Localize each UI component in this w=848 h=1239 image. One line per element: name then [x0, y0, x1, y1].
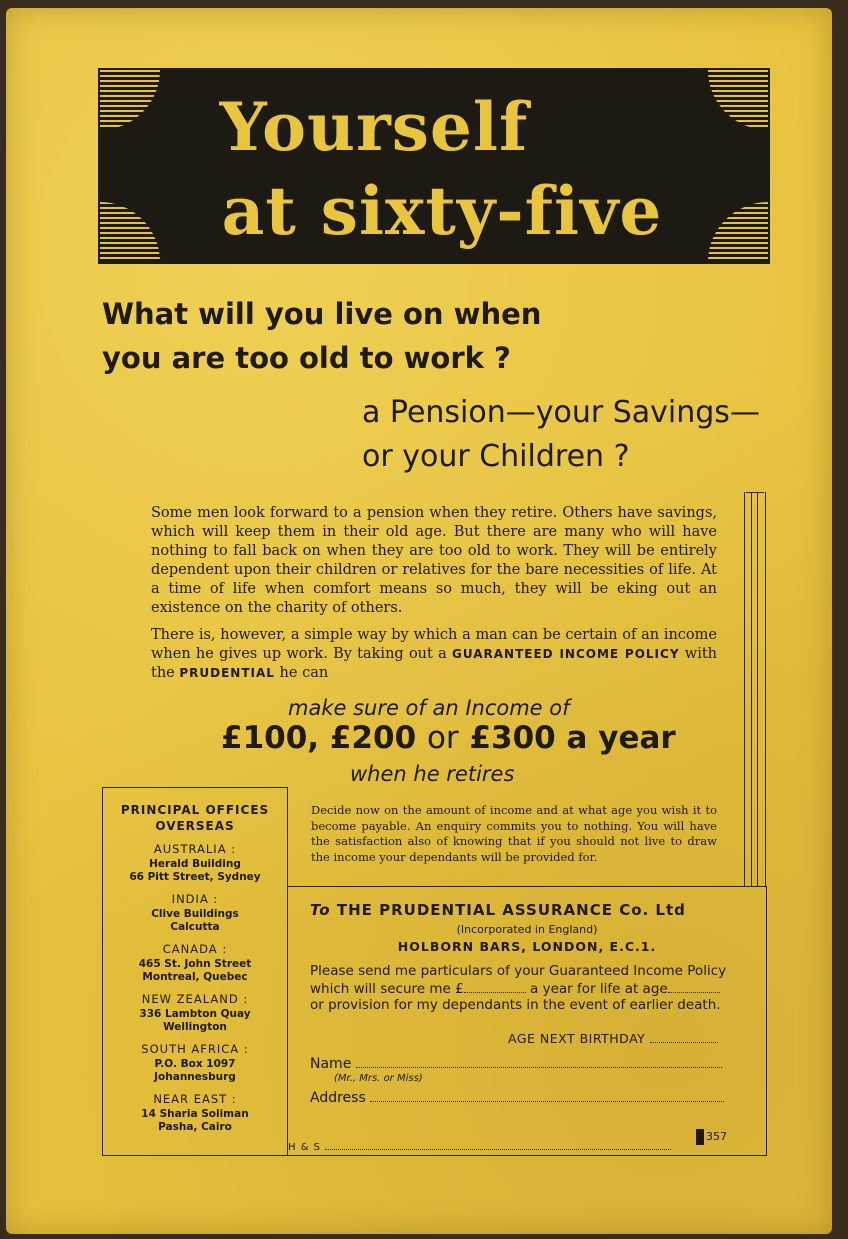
body-copy [151, 504, 717, 691]
headline-question-line1: What will you live on when [102, 297, 542, 331]
office-australia [103, 842, 287, 884]
name-row [310, 1055, 722, 1072]
income-intro: make sure of an Income of [288, 696, 570, 720]
office-address-line: Herald Building [149, 858, 241, 870]
overseas-offices-box [102, 787, 288, 1156]
office-address-line: 66 Pitt Street, Sydney [129, 871, 261, 883]
office-address-line: 465 St. John Street [138, 958, 252, 970]
office-country: INDIA : [171, 892, 219, 906]
company-name: PRUDENTIAL [179, 666, 275, 680]
banner-title-line1: Yourself [219, 88, 529, 166]
amount-300: £300 [469, 720, 556, 756]
office-south-africa [103, 1042, 287, 1084]
printer-mark [288, 1137, 671, 1153]
headline-question-line2: you are too old to work ? [102, 341, 511, 375]
address-field-2[interactable] [325, 1137, 671, 1150]
body-text-span: There is, however, a simple way by which a man can be certain of an income when he gives up work. By taking out a [151, 627, 717, 662]
coupon-company: THE PRUDENTIAL ASSURANCE Co. Ltd [336, 901, 686, 919]
office-india [103, 892, 287, 934]
coupon-text: a year for life at age [530, 980, 668, 997]
address-field[interactable] [370, 1089, 724, 1102]
body-paragraph-2 [151, 626, 717, 683]
subheadline-line1: a Pension—your Savings— [362, 395, 760, 430]
amount-100: £100, [221, 720, 320, 756]
office-country: NEW ZEALAND : [141, 992, 249, 1006]
striped-corner-ornament [708, 70, 768, 130]
prudential-mark-icon [696, 1129, 704, 1145]
office-new-zealand [103, 992, 287, 1034]
office-country: NEAR EAST : [153, 1092, 237, 1106]
age-next-birthday [508, 1030, 718, 1046]
banner-title-line2: at sixty-five [221, 172, 663, 250]
headline-question [102, 292, 541, 380]
age-next-label: AGE NEXT BIRTHDAY [508, 1031, 646, 1046]
offices-heading-line1: PRINCIPAL OFFICES [120, 803, 270, 817]
amount-per-year: a year [566, 720, 676, 756]
office-address-line: Calcutta [170, 921, 220, 933]
office-address-line: Pasha, Cairo [158, 1121, 232, 1133]
coupon-code-number: 357 [706, 1130, 727, 1143]
coupon-code [696, 1129, 727, 1145]
title-banner [98, 68, 770, 264]
amount-or: or [426, 720, 459, 756]
body-text-span: he can [279, 665, 329, 681]
amount-blank-field[interactable] [464, 980, 526, 993]
office-address-line: 336 Lambton Quay [139, 1008, 251, 1020]
book-back-cover [6, 8, 832, 1234]
coupon-text: Please send me particulars of your Guaranteed Income Policy which will secure me £ [310, 963, 727, 997]
coupon-address: HOLBORN BARS, LONDON, E.C.1. [397, 939, 657, 954]
subheadline-options [362, 391, 760, 479]
coupon-incorporated: (Incorporated in England) [456, 923, 598, 936]
age-next-field[interactable] [650, 1030, 718, 1043]
amount-200: £200 [329, 720, 417, 756]
coupon-addressee [310, 901, 686, 919]
office-canada [103, 942, 287, 984]
name-hint: (Mr., Mrs. or Miss) [334, 1073, 423, 1084]
coupon-request-text [310, 963, 734, 1014]
age-blank-field[interactable] [668, 980, 720, 993]
address-label: Address [310, 1090, 366, 1106]
address-row [310, 1089, 724, 1106]
coupon-text: or provision for my dependants in the event of earlier death. [310, 997, 721, 1013]
office-near-east [103, 1092, 287, 1134]
office-address-line: Montreal, Quebec [142, 971, 248, 983]
offices-heading-line2: OVERSEAS [155, 819, 235, 833]
office-country: CANADA : [162, 942, 228, 956]
policy-name: GUARANTEED INCOME POLICY [452, 647, 680, 661]
decide-paragraph: Decide now on the amount of income and at what age you wish it to become payable. An enquiry commits you to nothing. You will have the satisfaction also of knowing that if you should not live to draw the income your dependants will be provided for. [311, 803, 717, 864]
office-country: SOUTH AFRICA : [141, 1042, 249, 1056]
office-address-line: Clive Buildings [151, 908, 239, 920]
body-text-span: with the [151, 646, 718, 681]
income-amounts [221, 720, 676, 756]
body-paragraph-1: Some men look forward to a pension when they retire. Others have savings, which will keep them in their old age. But there are many who will have nothing to fall back on when they are too old to work. They will be entirely dependent upon their children or relatives for the bare necessities of life. At a time of life when comfort means so much, they will be eking out an existence on the charity of others. [151, 505, 717, 616]
coupon-to: To [310, 901, 331, 919]
office-country: AUSTRALIA : [153, 842, 237, 856]
office-address-line: Johannesburg [154, 1071, 236, 1083]
decorative-frame-rules [744, 492, 766, 886]
offices-heading [103, 802, 287, 834]
name-field[interactable] [356, 1055, 722, 1068]
office-address-line: Wellington [163, 1021, 227, 1033]
printer-initials: H & S [288, 1142, 322, 1153]
subheadline-line2: or your Children ? [362, 439, 630, 474]
office-address-line: P.O. Box 1097 [154, 1058, 236, 1070]
name-label: Name [310, 1056, 352, 1072]
enquiry-coupon [287, 886, 767, 1156]
income-retires: when he retires [350, 762, 515, 786]
office-address-line: 14 Sharia Soliman [141, 1108, 249, 1120]
